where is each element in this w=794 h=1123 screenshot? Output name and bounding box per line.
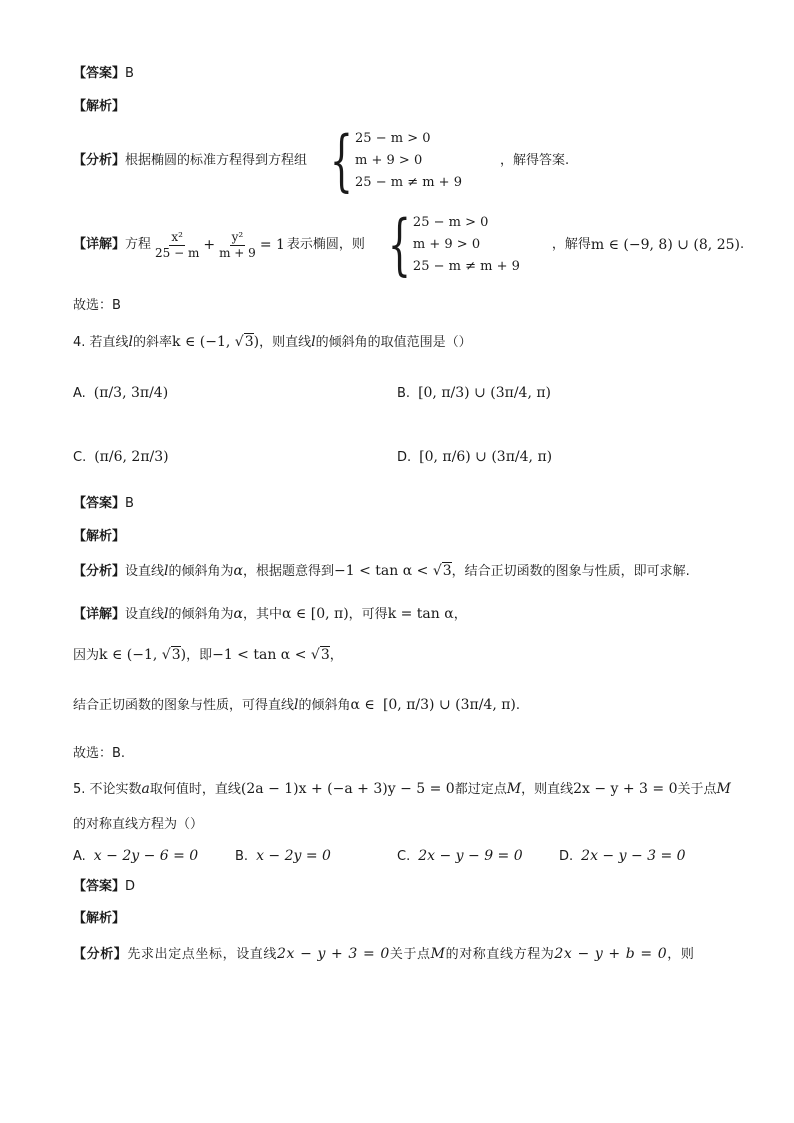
xiangjie-tag: 【详解】	[73, 237, 126, 252]
q3-choice: 故选：B	[73, 298, 121, 313]
q3-xiangjie-line: 【详解】 方程 $\frac{\text{x²}}{25 - m}$ + $\frac{\text{y²}}{m + 9}$ = 1 表示椭圆，则 { 25 − m > 0 m + 9 > 0 25 − m ≠ m + 9 ，解得 m ∈ (−9, 8) ∪ (8, 25) .	[73, 206, 745, 283]
q4-stem: 4. 若直线l的斜率k ∈ (−1, √3)，则直线l的倾斜角的取值范围是（）	[73, 334, 472, 350]
q4-option-c[interactable]: C. (π/6, 2π/3)	[73, 449, 169, 465]
q3-answer-line	[73, 64, 134, 84]
q5-option-b[interactable]: B. x − 2y = 0	[235, 848, 331, 864]
q4-analysis-tag: 【解析】	[73, 529, 126, 544]
q4-answer-line: 【答案】B	[73, 496, 134, 511]
q4-xiangjie-line: 【详解】设直线l的倾斜角为α，其中α ∈ [0, π)，可得k = tan α，	[73, 606, 467, 622]
q5-analysis-tag: 【解析】	[73, 911, 126, 926]
q3-fenxi-line	[73, 122, 570, 199]
fraction-y2: $\frac{\text{y²}}{m + 9}$	[219, 229, 256, 260]
q4-option-b[interactable]: B. [0, π/3) ∪ (3π/4, π)	[397, 385, 552, 401]
q5-stem-cont: 的对称直线方程为（）	[73, 817, 204, 832]
q5-answer-line: 【答案】D	[73, 879, 136, 894]
q5-fenxi-line: 【分析】先求出定点坐标，设直线2x − y + 3 = 0关于点M的对称直线方程为2x − y + b = 0，则	[73, 946, 695, 962]
fenxi-tail: ，解得答案.	[499, 153, 570, 168]
equation-system	[311, 122, 462, 199]
system-row-3: 25 − m ≠ m + 9	[355, 175, 462, 190]
q5-stem: 5. 不论实数a取何值时，直线(2a − 1)x + (−a + 3)y − 5 = 0都过定点M，则直线2x − y + 3 = 0关于点M	[73, 781, 731, 797]
fenxi-text: 根据椭圆的标准方程得到方程组	[125, 153, 308, 168]
q4-choice: 故选：B.	[73, 746, 126, 761]
system-row-1: 25 − m > 0	[355, 131, 431, 146]
equation-system-2: { 25 − m > 0 m + 9 > 0 25 − m ≠ m + 9	[387, 206, 520, 283]
q4-option-a[interactable]: A. (π/3, 3π/4)	[73, 385, 169, 401]
q5-option-a[interactable]: A. x − 2y − 6 = 0	[73, 848, 199, 864]
q5-option-c[interactable]: C. 2x − y − 9 = 0	[397, 848, 523, 864]
system-row-2: m + 9 > 0	[355, 153, 423, 168]
q4-option-d[interactable]: D. [0, π/6) ∪ (3π/4, π)	[397, 449, 553, 465]
q5-option-d[interactable]: D. 2x − y − 3 = 0	[559, 848, 686, 864]
result-set: m ∈ (−9, 8) ∪ (8, 25)	[590, 237, 740, 253]
q4-because-line: 因为k ∈ (−1, √3)，即−1 < tan α < √3，	[73, 647, 343, 663]
answer-value: B	[125, 66, 134, 81]
fenxi-tag: 【分析】	[73, 153, 126, 168]
q4-fenxi-line: 【分析】设直线l的倾斜角为α，根据题意得到−1 < tan α < √3，结合正切函数的图象与性质，即可求解.	[73, 563, 690, 579]
answer-tag: 【答案】	[73, 66, 126, 81]
q3-analysis-tag: 【解析】	[73, 99, 126, 114]
q4-conclude-line: 结合正切函数的图象与性质，可得直线l的倾斜角α ∈ [0, π/3) ∪ (3π/4, π).	[73, 697, 521, 713]
left-brace: {	[329, 122, 354, 199]
fraction-x2: $\frac{\text{x²}}{25 - m}$	[155, 229, 200, 260]
